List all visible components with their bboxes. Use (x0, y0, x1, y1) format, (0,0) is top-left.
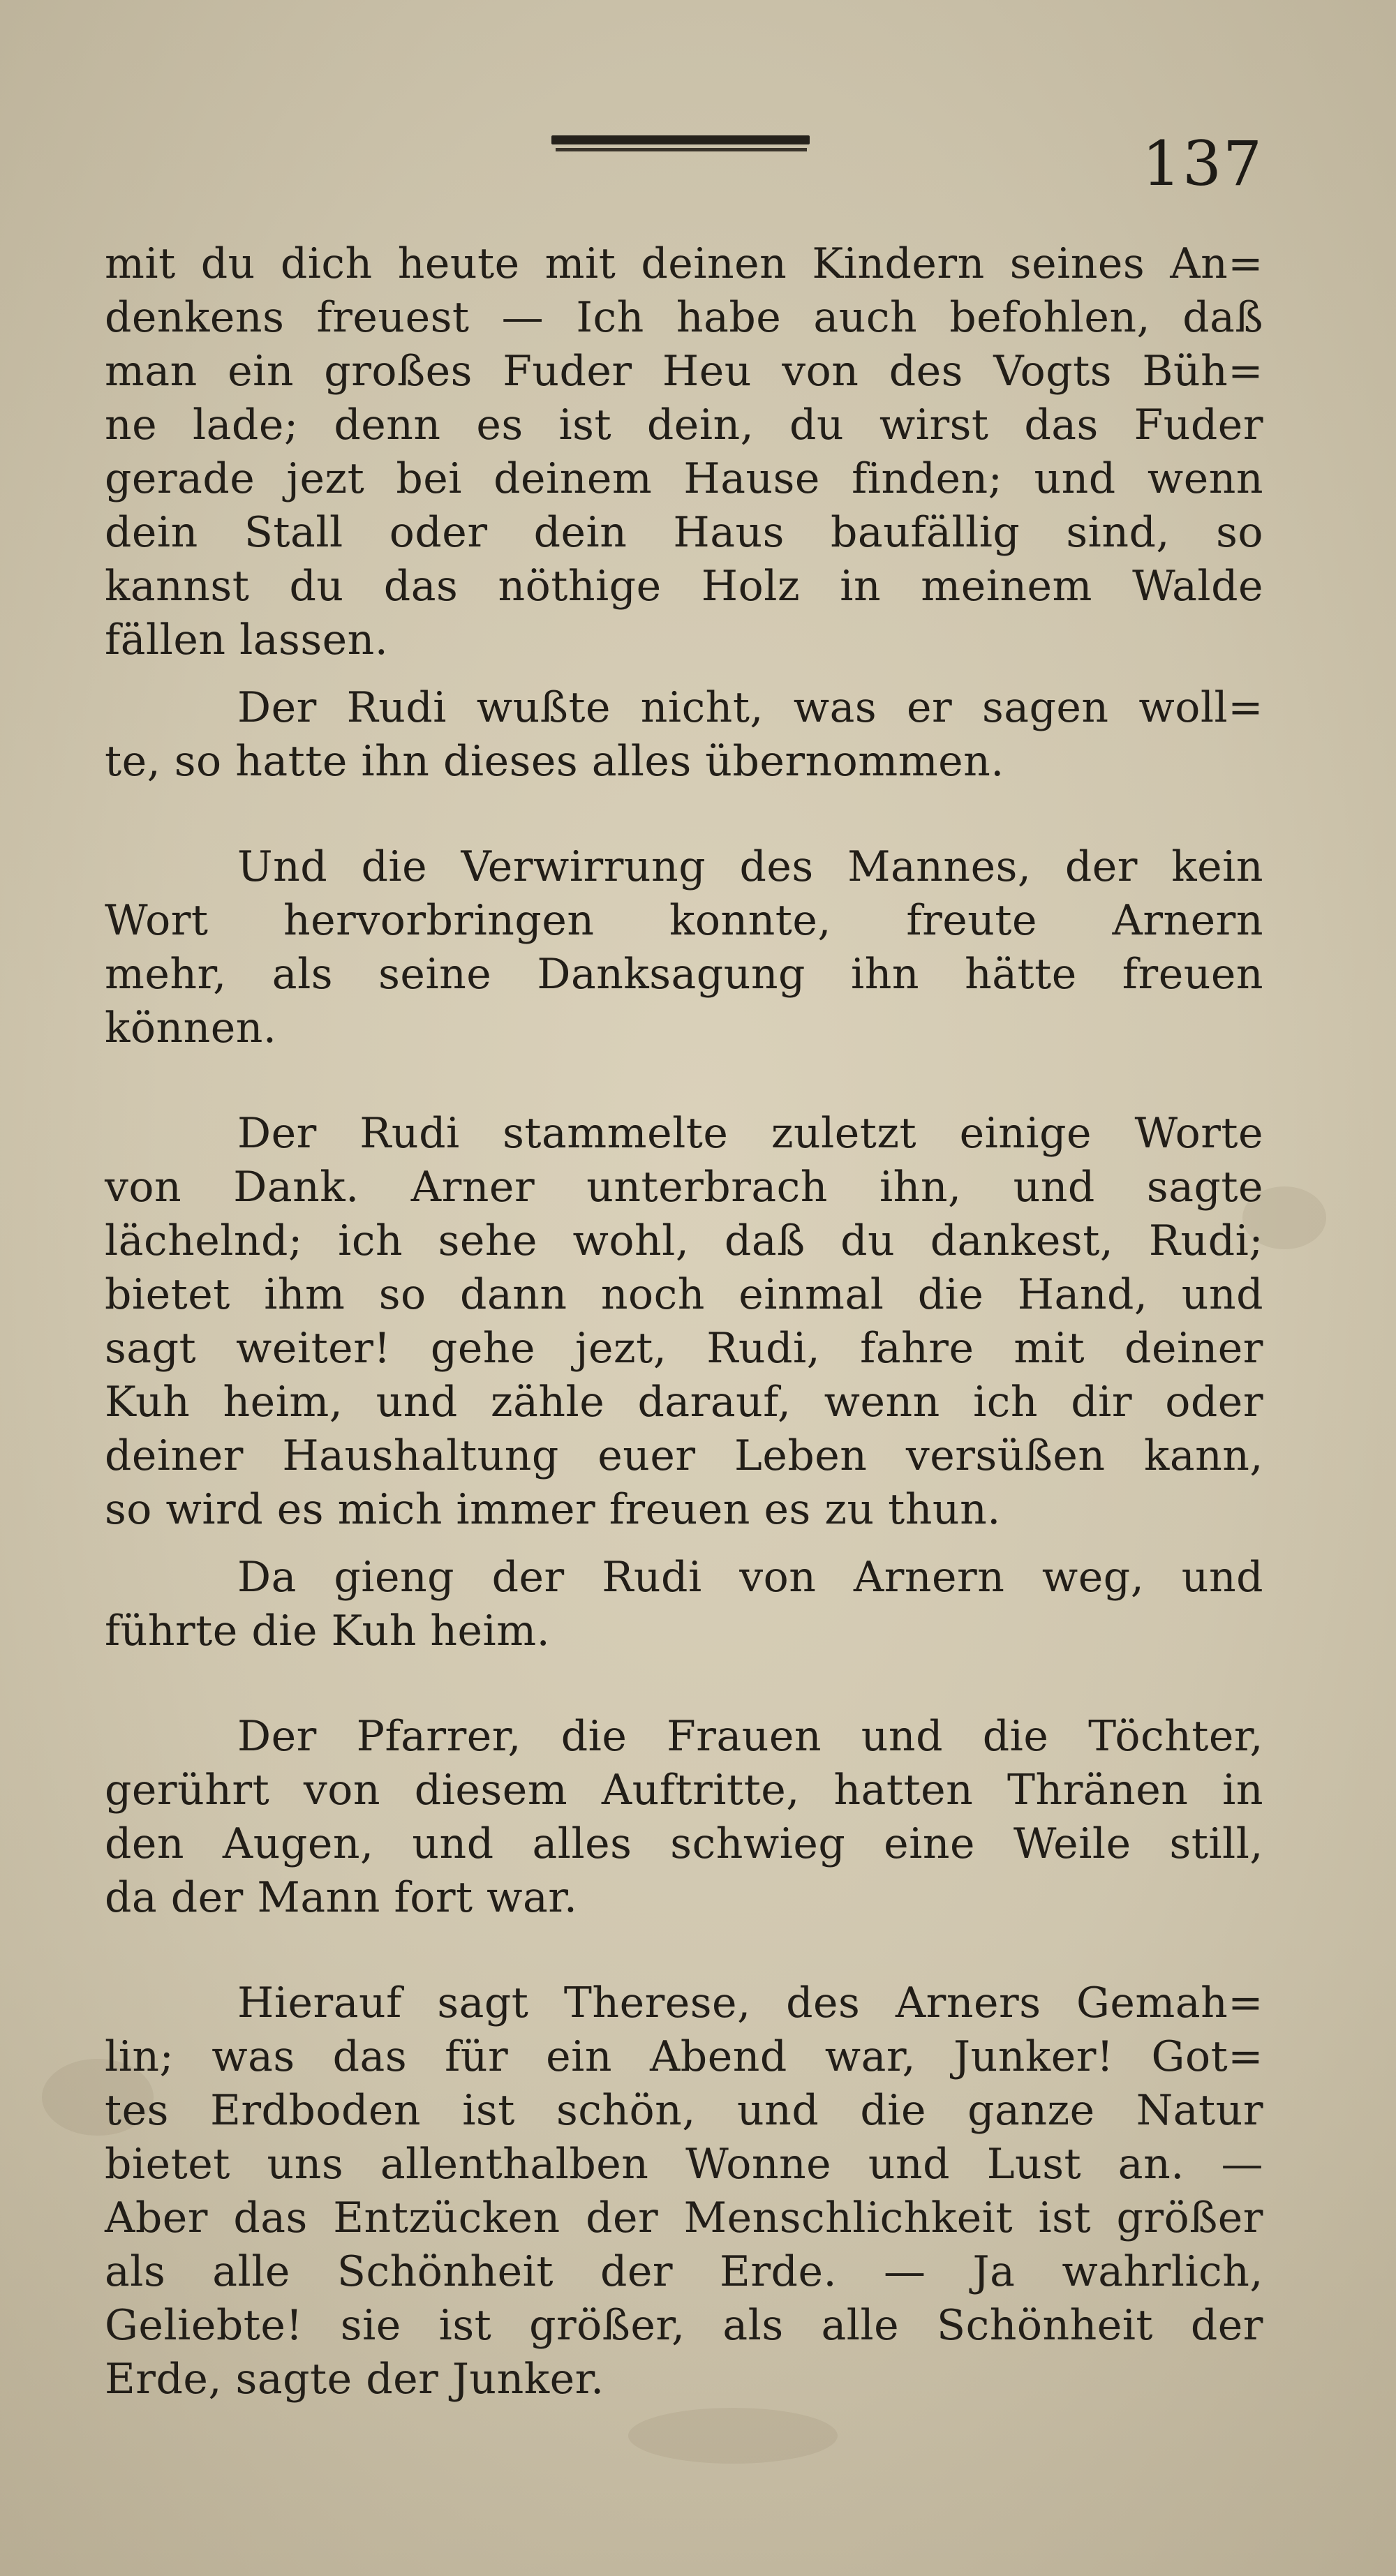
paragraph (105, 681, 1263, 789)
paragraph (105, 1710, 1263, 1925)
text-line: denkens freuest — Ich habe auch befohlen, daß (105, 293, 1263, 342)
header-rule-thick (551, 135, 810, 144)
text-line: Hierauf sagt Therese, des Arners Gemah= (237, 1979, 1263, 2027)
text-line: dein Stall oder dein Haus baufällig sind, so (105, 508, 1263, 557)
text-line: gerade jezt bei deinem Hause finden; und wenn (105, 454, 1263, 503)
text-line: Der Pfarrer, die Frauen und die Töchter, (237, 1712, 1263, 1761)
header-rule (551, 135, 810, 156)
text-line: Aber das Entzücken der Menschlichkeit ist größer (105, 2194, 1263, 2242)
paragraph (105, 1107, 1263, 1537)
text-line: ne lade; denn es ist dein, du wirst das Fuder (105, 401, 1263, 449)
paragraph (105, 840, 1263, 1055)
text-line: kannst du das nöthige Holz in meinem Walde (105, 562, 1263, 611)
paragraph (105, 1976, 1263, 2406)
text-line: fällen lassen. (105, 616, 389, 664)
text-line: da der Mann fort war. (105, 1873, 578, 1922)
text-line: Der Rudi stammelte zuletzt einige Worte (237, 1109, 1263, 1158)
text-line: te, so hatte ihn dieses alles übernommen. (105, 737, 1004, 786)
paper-stain (628, 2408, 838, 2464)
body-text (105, 237, 1263, 2406)
text-line: tes Erdboden ist schön, und die ganze Natur (105, 2086, 1263, 2135)
text-line: Erde, sagte der Junker. (105, 2355, 604, 2404)
text-line: bietet uns allenthalben Wonne und Lust an. — (105, 2140, 1263, 2189)
text-line: lin; was das für ein Abend war, Junker! Got= (105, 2032, 1263, 2081)
paragraph (105, 1551, 1263, 1658)
text-line: von Dank. Arner unterbrach ihn, und sagte (105, 1163, 1263, 1212)
text-line: können. (105, 1004, 277, 1052)
text-line: den Augen, und alles schwieg eine Weile still, (105, 1819, 1263, 1868)
page-header (0, 105, 1396, 200)
text-line: führte die Kuh heim. (105, 1607, 551, 1655)
text-line: man ein großes Fuder Heu von des Vogts Büh= (105, 347, 1263, 396)
text-line: so wird es mich immer freuen es zu thun. (105, 1485, 1001, 1534)
text-line: als alle Schönheit der Erde. — Ja wahrlich, (105, 2247, 1263, 2296)
text-line: Wort hervorbringen konnte, freute Arnern (105, 896, 1263, 945)
text-line: Geliebte! sie ist größer, als alle Schönheit der (105, 2301, 1263, 2350)
text-line: lächelnd; ich sehe wohl, daß du dankest, Rudi; (105, 1216, 1263, 1265)
text-line: Da gieng der Rudi von Arnern weg, und (237, 1553, 1263, 1602)
page-number: 137 (1142, 128, 1263, 200)
text-line: sagt weiter! gehe jezt, Rudi, fahre mit deiner (105, 1324, 1263, 1373)
text-line: mehr, als seine Danksagung ihn hätte freuen (105, 950, 1263, 999)
paragraph (105, 237, 1263, 667)
text-line: deiner Haushaltung euer Leben versüßen kann, (105, 1431, 1263, 1480)
text-line: mit du dich heute mit deinen Kindern seines An= (105, 239, 1263, 288)
text-line: gerührt von diesem Auftritte, hatten Thränen in (105, 1766, 1263, 1815)
text-line: Und die Verwirrung des Mannes, der kein (237, 842, 1263, 891)
header-rule-thin (556, 148, 807, 151)
text-line: Der Rudi wußte nicht, was er sagen woll= (237, 683, 1263, 732)
text-line: bietet ihm so dann noch einmal die Hand, und (105, 1270, 1263, 1319)
text-line: Kuh heim, und zähle darauf, wenn ich dir oder (105, 1378, 1263, 1427)
